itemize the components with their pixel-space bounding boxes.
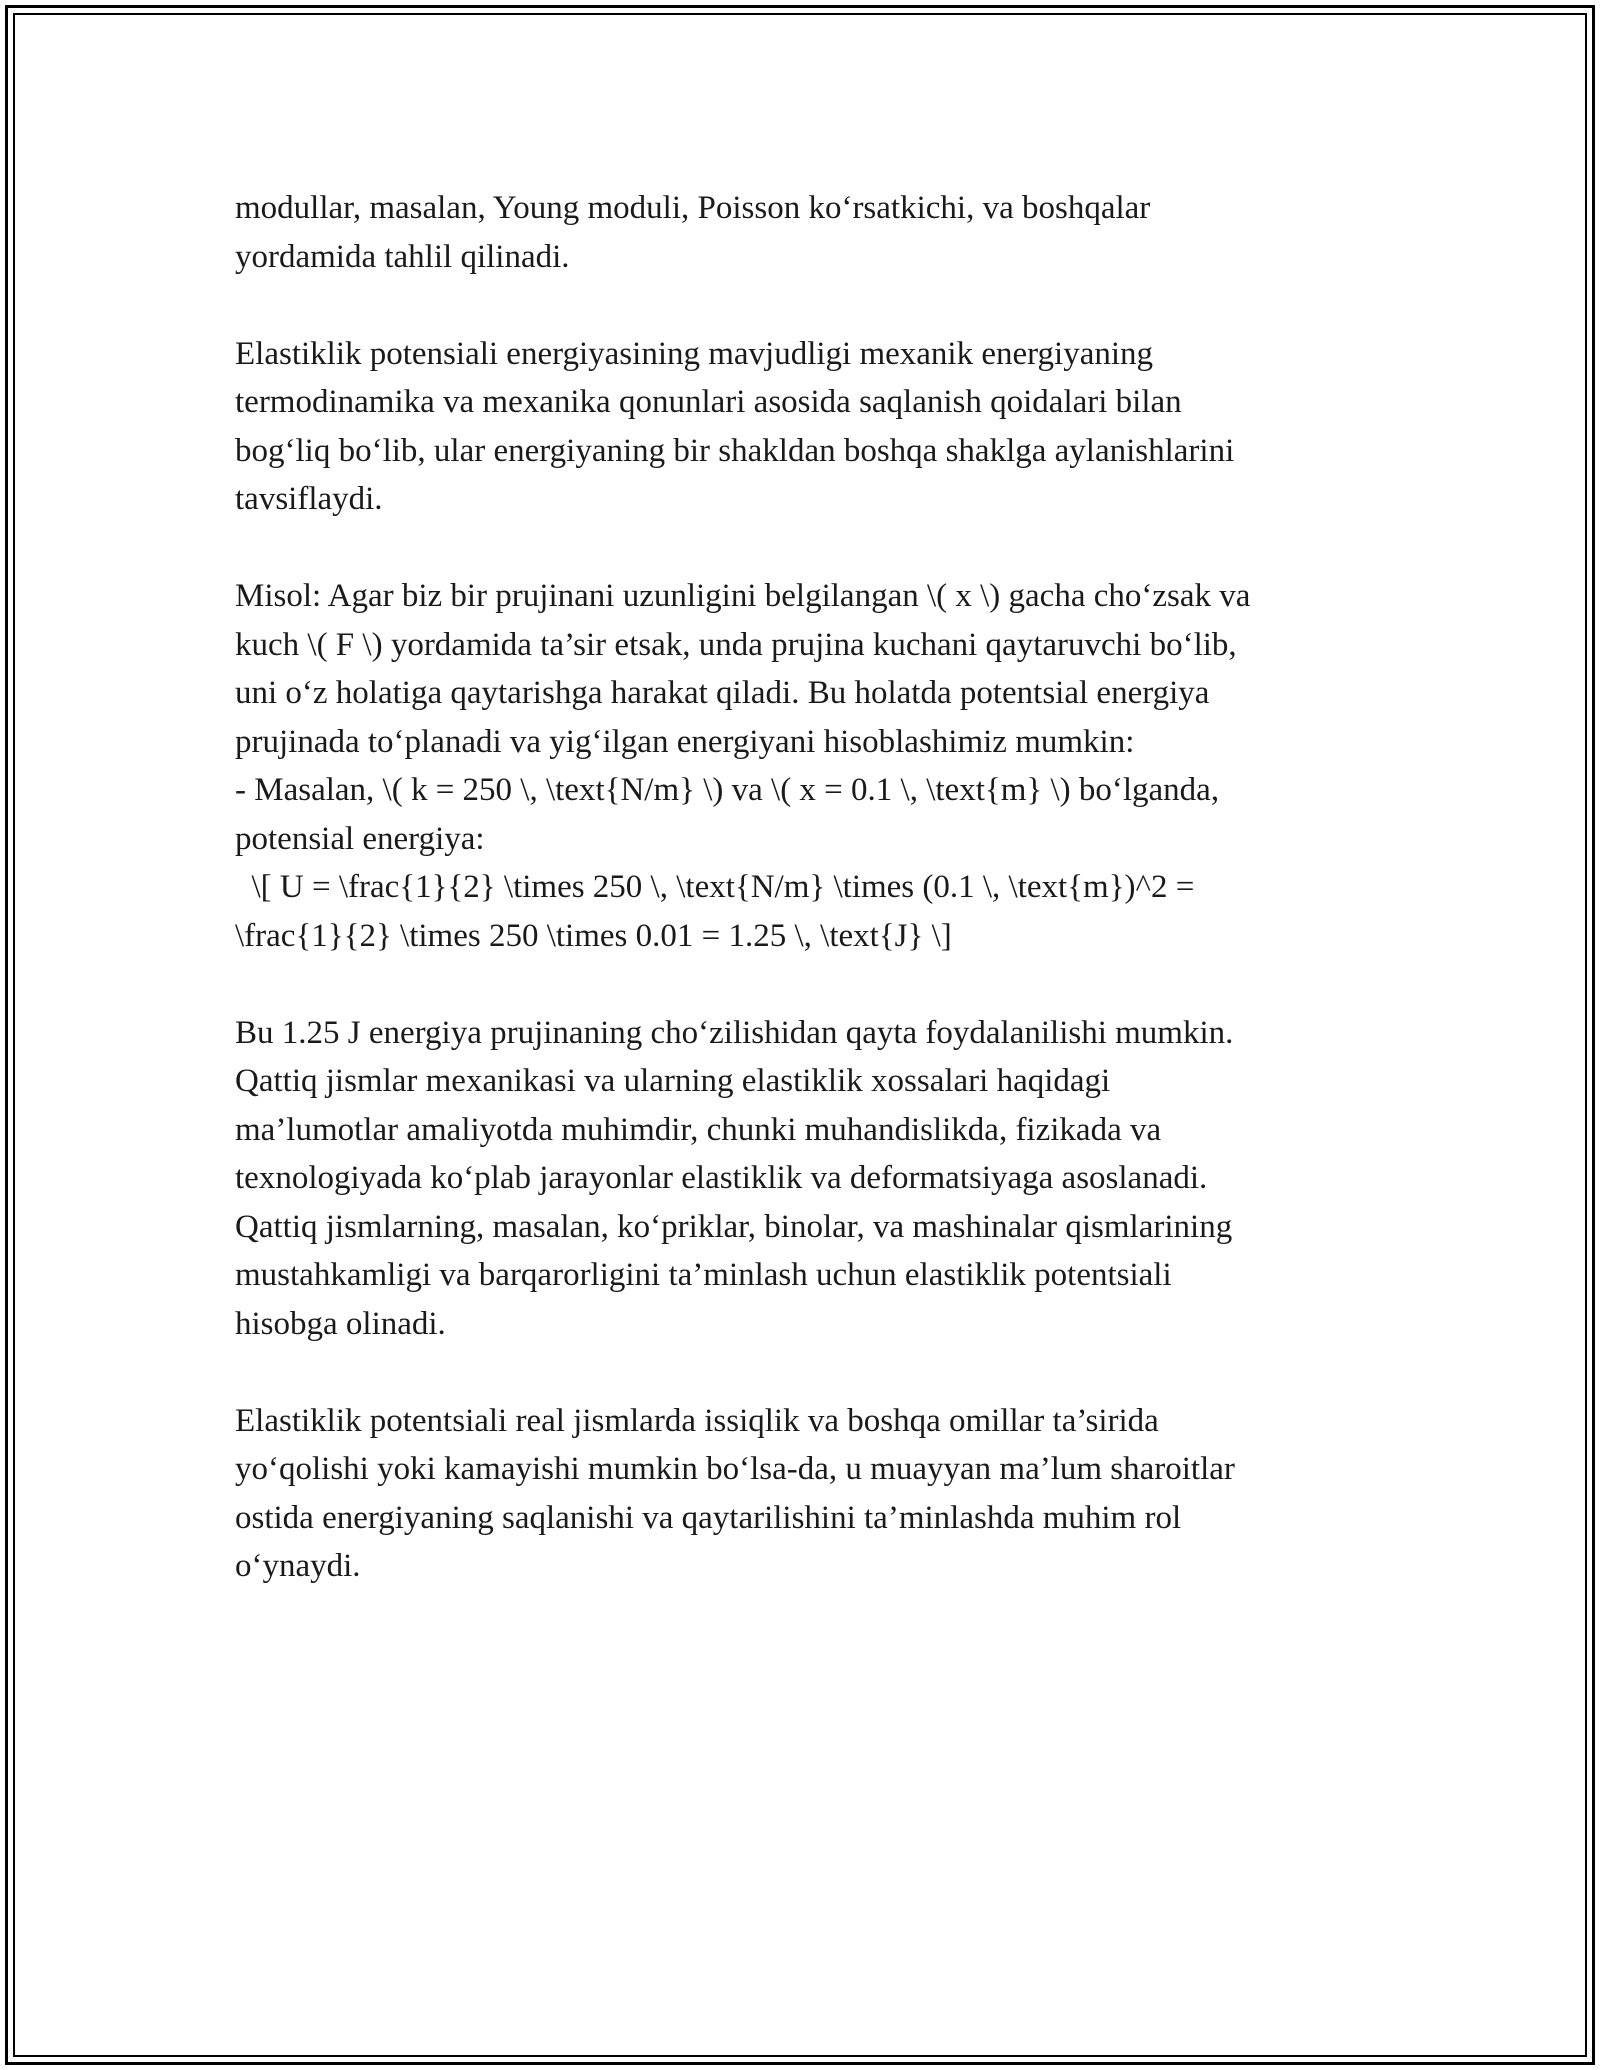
text-line: prujinada to‘planadi va yig‘ilgan energiyani hisoblashimiz mumkin:: [235, 723, 1135, 760]
paragraph-moduli: [235, 184, 1395, 281]
text-line: Qattiq jismlar mexanikasi va ularning elastiklik xossalari haqidagi: [235, 1063, 1111, 1099]
text-line: tavsiflaydi.: [235, 481, 383, 517]
text-line: texnologiyada ko‘plab jarayonlar elastiklik va deformatsiyaga asoslanadi.: [235, 1160, 1208, 1196]
text-line: kuch \( F \) yordamida ta’sir etsak, unda prujina kuchani qaytaruvchi bo‘lib,: [235, 626, 1237, 663]
text-line: Bu 1.25 J energiya prujinaning cho‘zilishidan qayta foydalanilishi mumkin.: [235, 1014, 1234, 1051]
text-line: o‘ynaydi.: [235, 1548, 361, 1584]
paragraph-qattiq-jismlar: [235, 1009, 1395, 1349]
text-line: Elastiklik potensiali energiyasining mavjudligi mexanik energiyaning: [235, 335, 1154, 372]
text-line: yo‘qolishi yoki kamayishi mumkin bo‘lsa-da, u muayyan ma’lum sharoitlar: [235, 1451, 1235, 1487]
text-line: uni o‘z holatiga qaytarishga harakat qiladi. Bu holatda potentsial energiya: [235, 675, 1210, 711]
paragraph-real-jismlar: [235, 1397, 1395, 1591]
text-line: modullar, masalan, Young moduli, Poisson ko‘rsatkichi, va boshqalar: [235, 190, 1151, 226]
formula-line: \frac{1}{2} \times 250 \times 0.01 = 1.25 \, \text{J} \]: [235, 917, 952, 954]
formula-line: \[ U = \frac{1}{2} \times 250 \, \text{N/m} \times (0.1 \, \text{m})^2 =: [235, 869, 1195, 905]
text-line: Elastiklik potentsiali real jismlarda issiqlik va boshqa omillar ta’sirida: [235, 1402, 1159, 1439]
text-line: Misol: Agar biz bir prujinani uzunligini belgilangan \( x \) gacha cho‘zsak va: [235, 578, 1251, 614]
list-item-line: - Masalan, \( k = 250 \, \text{N/m} \) va \( x = 0.1 \, \text{m} \) bo‘lganda,: [235, 772, 1220, 808]
text-line: ma’lumotlar amaliyotda muhimdir, chunki muhandislikda, fizikada va: [235, 1111, 1162, 1148]
text-line: yordamida tahlil qilinadi.: [235, 238, 570, 275]
text-line: termodinamika va mexanika qonunlari asosida saqlanish qoidalari bilan: [235, 384, 1182, 420]
paragraph-elastiklik-energiya: [235, 330, 1395, 524]
document-body: [235, 184, 1395, 1639]
text-line: Qattiq jismlarning, masalan, ko‘priklar, binolar, va mashinalar qismlarining: [235, 1208, 1233, 1245]
text-line: potensial energiya:: [235, 820, 485, 857]
text-line: hisobga olinadi.: [235, 1305, 446, 1342]
text-line: ostida energiyaning saqlanishi va qaytarilishini ta’minlashda muhim rol: [235, 1499, 1182, 1536]
paragraph-misol: [235, 572, 1395, 960]
text-line: bog‘liq bo‘lib, ular energiyaning bir shakldan boshqa shaklga aylanishlarini: [235, 432, 1235, 469]
text-line: mustahkamligi va barqarorligini ta’minlash uchun elastiklik potentsiali: [235, 1257, 1172, 1293]
